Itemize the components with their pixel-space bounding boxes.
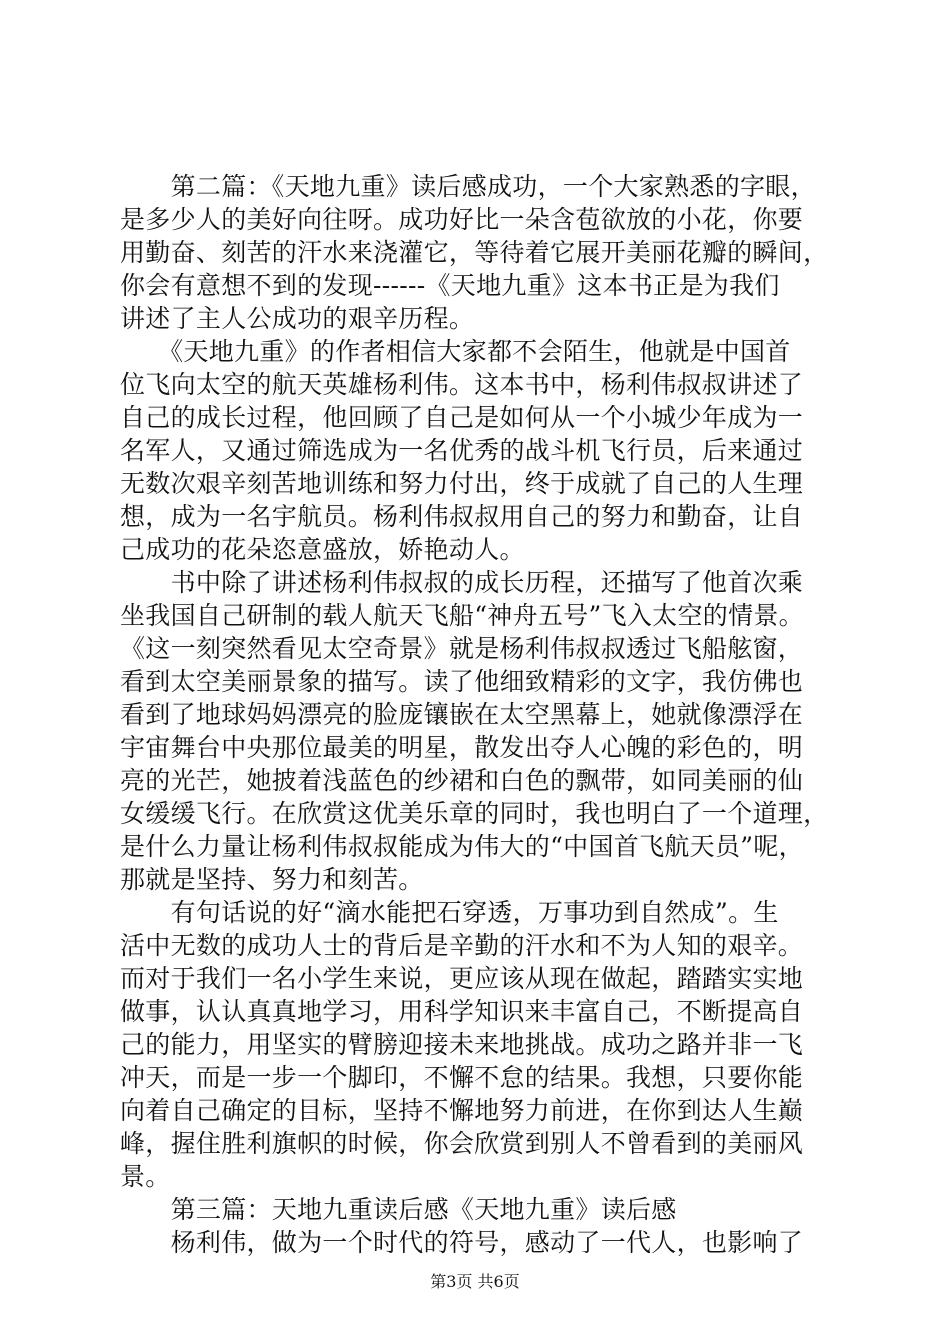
text-line: 己的能力，用坚实的臂膀迎接未来地挑战。成功之路并非一飞 [120,1030,804,1059]
text-line: 是什么力量让杨利伟叔叔能成为伟大的“中国首飞航天员”呢， [120,832,804,861]
text-line: 用勤奋、刻苦的汗水来浇灌它，等待着它展开美丽花瓣的瞬间， [120,238,829,267]
text-line: 己成功的花朵恣意盛放，娇艳动人。 [120,535,525,564]
text-line: 峰，握住胜利旗帜的时候，你会欣赏到别人不曾看到的美丽风 [120,1129,804,1158]
text-line: 而对于我们一名小学生来说，更应该从现在做起，踏踏实实地 [120,964,804,993]
text-line: 看到了地球妈妈漂亮的脸庞镶嵌在太空黑幕上，她就像漂浮在 [120,700,804,729]
text-line: 做事，认认真真地学习，用科学知识来丰富自己，不断提高自 [120,997,804,1026]
text-line: 名军人，又通过筛选成为一名优秀的战斗机飞行员，后来通过 [120,436,804,465]
text-line: 你会有意想不到的发现------《天地九重》这本书正是为我们 [120,271,780,300]
text-line: 《这一刻突然看见太空奇景》就是杨利伟叔叔透过飞船舷窗， [120,634,804,663]
text-line: 《天地九重》的作者相信大家都不会陌生，他就是中国首 [120,337,791,366]
text-line: 宇宙舞台中央那位最美的明星，散发出夺人心魄的彩色的，明 [120,733,804,762]
page-number-footer: 第3页 共6页 [430,1272,520,1291]
text-line: 第三篇：天地九重读后感《天地九重》读后感 [120,1195,677,1224]
text-line: 无数次艰辛刻苦地训练和努力付出，终于成就了自己的人生理 [120,469,804,498]
text-line: 冲天，而是一步一个脚印，不懈不怠的结果。我想，只要你能 [120,1063,804,1092]
text-line: 杨利伟，做为一个时代的符号，感动了一代人，也影响了 [120,1228,804,1257]
text-line: 位飞向太空的航天英雄杨利伟。这本书中，杨利伟叔叔讲述了 [120,370,804,399]
text-line: 看到太空美丽景象的描写。读了他细致精彩的文字，我仿佛也 [120,667,804,696]
text-line: 讲述了主人公成功的艰辛历程。 [120,304,475,333]
text-line: 坐我国自己研制的载人航天飞船“神舟五号”飞入太空的情景。 [120,601,804,630]
text-line: 是多少人的美好向往呀。成功好比一朵含苞欲放的小花，你要 [120,205,804,234]
text-line: 那就是坚持、努力和刻苦。 [120,865,424,894]
text-line: 自己的成长过程，他回顾了自己是如何从一个小城少年成为一 [120,403,804,432]
text-line: 书中除了讲述杨利伟叔叔的成长历程，还描写了他首次乘 [120,568,804,597]
text-line: 景。 [120,1162,171,1191]
text-line: 有句话说的好“滴水能把石穿透，万事功到自然成”。生 [120,898,779,927]
text-line: 向着自己确定的目标，坚持不懈地努力前进，在你到达人生巅 [120,1096,804,1125]
text-line: 女缓缓飞行。在欣赏这优美乐章的同时，我也明白了一个道理， [120,799,829,828]
text-line: 想，成为一名宇航员。杨利伟叔叔用自己的努力和勤奋，让自 [120,502,804,531]
document-body [120,170,840,1259]
text-line: 亮的光芒，她披着浅蓝色的纱裙和白色的飘带，如同美丽的仙 [120,766,804,795]
text-line: 活中无数的成功人士的背后是辛勤的汗水和不为人知的艰辛。 [120,931,804,960]
text-line: 第二篇：《天地九重》读后感成功，一个大家熟悉的字眼， [120,172,816,201]
